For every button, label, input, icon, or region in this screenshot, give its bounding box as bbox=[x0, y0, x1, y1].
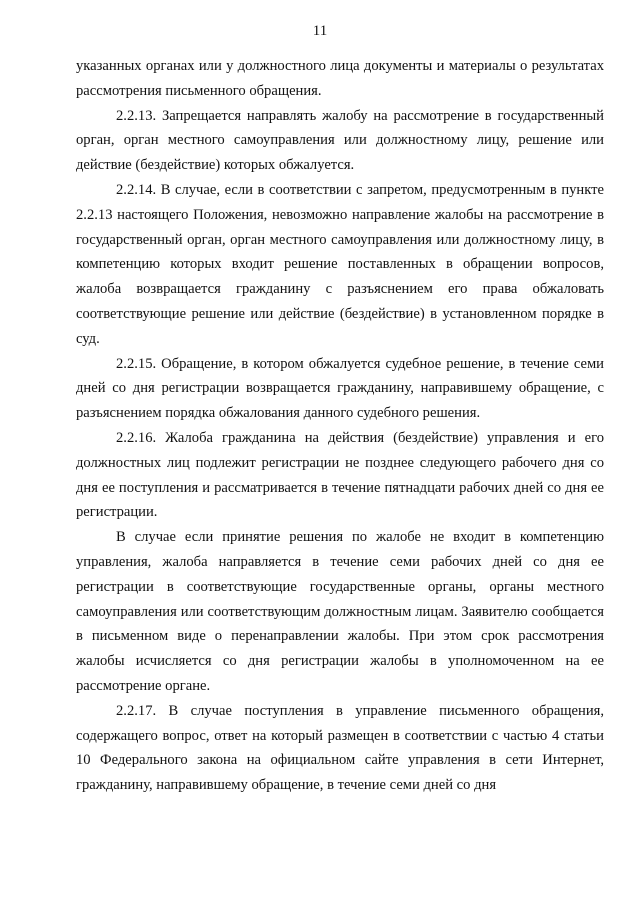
paragraph-2-2-15: 2.2.15. Обращение, в котором обжалуется судебное решение, в течение семи дней со дня регистрации возвращается гражданину, направившему обращение, с разъяснением порядка обжалования данного судебного решения. bbox=[76, 355, 604, 422]
paragraph-2-2-14: 2.2.14. В случае, если в соответствии с запретом, предусмотренным в пункте 2.2.13 настоящего Положения, невозможно направление жалобы на рассмотрение в государственный орган, орган местного самоуправления или должностному лицу, в компетенцию которых входит решение поставленных в обращении вопросов, жалоба возвращается гражданину с разъяснением его права обжаловать соответствующие решение или действие (бездействие) в установленном порядке в суд. bbox=[76, 181, 604, 347]
page-number: 11 bbox=[312, 23, 328, 39]
paragraph-2-2-16: 2.2.16. Жалоба гражданина на действия (бездействие) управления и его должностных лиц подлежит регистрации не позднее следующего рабочего дня со дня ее поступления и рассматривается в течение пятнадцати рабочих дней со дня ее регистрации. bbox=[76, 429, 604, 521]
paragraph-2-2-16-continued: В случае если принятие решения по жалобе не входит в компетенцию управления, жалоба направляется в течение семи рабочих дней со дня ее регистрации в соответствующие государственные органы, органы местного самоуправления или соответствующим должностным лицам. Заявителю сообщается в письменном виде о перенаправлении жалобы. При этом срок рассмотрения жалобы исчисляется со дня регистрации жалобы в уполномоченном на ее рассмотрение органе. bbox=[76, 529, 604, 694]
paragraph-2-2-13: 2.2.13. Запрещается направлять жалобу на рассмотрение в государственный орган, орган местного самоуправления или должностному лицу, решение или действие (бездействие) которых обжалуется. bbox=[76, 107, 604, 174]
paragraph-continuation: указанных органах или у должностного лица документы и материалы о результатах рассмотрения письменного обращения. bbox=[76, 58, 604, 99]
paragraph-2-2-17: 2.2.17. В случае поступления в управление письменного обращения, содержащего вопрос, ответ на который размещен в соответствии с частью 4 статьи 10 Федерального закона на официальном сайте управления в сети Интернет, гражданину, направившему обращение, в течение семи дней со дня bbox=[76, 702, 604, 794]
document-body bbox=[76, 54, 604, 798]
